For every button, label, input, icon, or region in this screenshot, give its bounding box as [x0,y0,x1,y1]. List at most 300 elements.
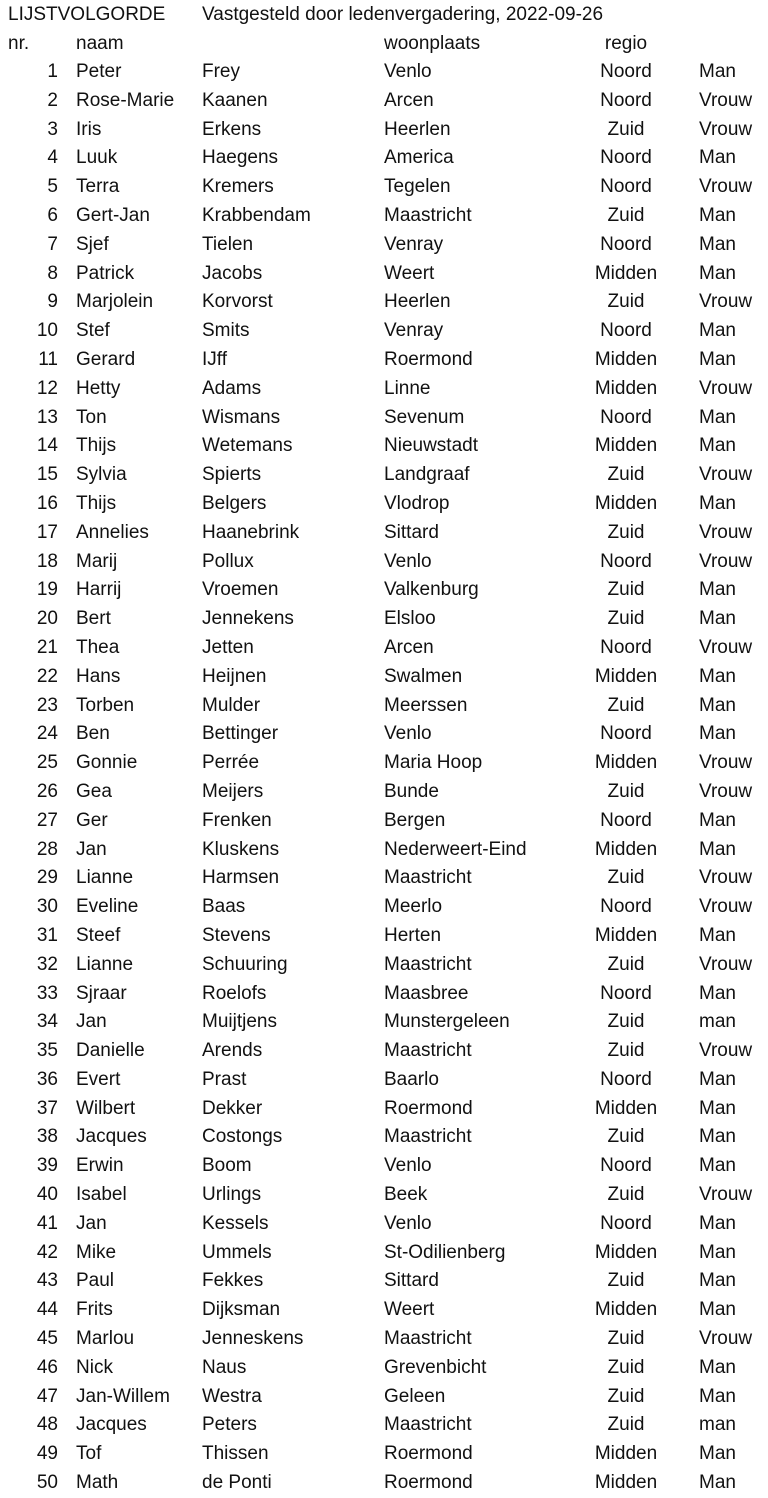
document-subtitle: Vastgesteld door ledenvergadering, 2022-09-26 [202,4,604,25]
row-number: 40 [36,1184,58,1206]
first-name: Jan [76,838,107,860]
region: Zuid [607,694,645,716]
gender: Vrouw [699,89,753,111]
table-row [0,432,768,461]
first-name: Gonnie [76,752,138,774]
region: Noord [600,982,652,1004]
table-row [0,1181,768,1210]
row-number: 22 [36,665,58,687]
city: Beek [384,1184,428,1206]
gender: Man [699,435,736,457]
city: Maastricht [384,1126,472,1148]
city: Grevenbicht [384,1356,487,1378]
first-name: Math [76,1472,119,1494]
gender: Man [699,492,736,514]
gender: Man [699,1299,736,1321]
table-row [0,1239,768,1268]
table-row [0,1095,768,1124]
column-header-row [0,30,768,58]
city: Sevenum [384,406,465,428]
region: Midden [594,1472,658,1494]
region: Zuid [607,579,645,601]
region: Zuid [607,1184,645,1206]
gender: Man [699,1356,736,1378]
table-row [0,1008,768,1037]
first-name: Peter [76,61,122,82]
last-name: Urlings [202,1184,262,1206]
last-name: Prast [202,1068,247,1090]
first-name: Erwin [76,1155,124,1177]
last-name: Ummels [202,1241,272,1263]
region: Noord [600,1155,652,1177]
table-row [0,519,768,548]
gender: Vrouw [699,118,753,140]
last-name: Mulder [202,694,261,716]
first-name: Tof [76,1443,102,1465]
table-row [0,1210,768,1239]
first-name: Luuk [76,147,118,169]
row-number: 44 [36,1299,58,1321]
gender: Man [699,320,736,342]
last-name: Kessels [202,1212,269,1234]
region: Zuid [607,1414,645,1436]
first-name: Paul [76,1270,115,1292]
city: Maastricht [384,1040,472,1062]
table-row [0,375,768,404]
last-name: de Ponti [202,1472,272,1494]
table-row [0,864,768,893]
row-number: 49 [36,1443,58,1465]
last-name: Krabbendam [202,204,311,226]
last-name: Arends [202,1040,263,1062]
row-number: 18 [36,550,58,572]
row-number: 36 [36,1068,58,1090]
city: Roermond [384,1443,473,1465]
city: Venlo [384,1212,432,1234]
city: Landgraaf [384,464,470,486]
row-number: 4 [47,147,58,169]
gender: Vrouw [699,636,753,658]
city: Maastricht [384,953,472,975]
first-name: Sjraar [76,982,127,1004]
gender: man [699,1011,736,1033]
region: Zuid [607,1126,645,1148]
city: Elsloo [384,608,436,630]
row-number: 46 [36,1356,58,1378]
region: Noord [600,320,652,342]
table-row [0,1267,768,1296]
table-row [0,1066,768,1095]
table-row [0,58,768,87]
region: Midden [594,348,658,370]
region: Midden [594,1443,658,1465]
row-number: 10 [36,320,58,342]
first-name: Marjolein [76,291,154,313]
row-number: 50 [36,1472,58,1494]
gender: Man [699,147,736,169]
table-row [0,1123,768,1152]
table-row [0,692,768,721]
region: Noord [600,233,652,255]
table-row [0,663,768,692]
first-name: Terra [76,176,120,198]
candidate-rows [0,58,768,1498]
row-number: 2 [47,89,58,111]
row-number: 41 [36,1212,58,1234]
last-name: Thissen [202,1443,269,1465]
table-row [0,260,768,289]
gender: Vrouw [699,867,753,889]
first-name: Gea [76,780,112,802]
table-row [0,346,768,375]
city: Maastricht [384,1328,472,1350]
last-name: Westra [202,1385,262,1407]
last-name: Dekker [202,1097,263,1119]
gender: Man [699,262,736,284]
first-name: Jan [76,1011,107,1033]
region: Zuid [607,464,645,486]
row-number: 28 [36,838,58,860]
city: Maastricht [384,1414,472,1436]
table-row [0,807,768,836]
region: Zuid [607,867,645,889]
row-number: 31 [36,924,58,946]
region: Zuid [607,953,645,975]
first-name: Sjef [76,233,109,255]
gender: Man [699,1068,736,1090]
row-number: 20 [36,608,58,630]
table-row [0,1152,768,1181]
region: Midden [594,377,658,399]
city: Weert [384,1299,435,1321]
last-name: Jennekens [202,608,294,630]
row-number: 32 [36,953,58,975]
city: Herten [384,924,442,946]
last-name: Erkens [202,118,262,140]
first-name: Gerard [76,348,136,370]
gender: Vrouw [699,464,753,486]
gender: Vrouw [699,896,753,918]
gender: Man [699,982,736,1004]
row-number: 8 [47,262,58,284]
table-row [0,202,768,231]
region: Zuid [607,1356,645,1378]
region: Zuid [607,780,645,802]
row-number: 5 [47,176,58,198]
city: Roermond [384,1472,473,1494]
table-row [0,548,768,577]
region: Noord [600,550,652,572]
first-name: Lianne [76,953,134,975]
region: Noord [600,1212,652,1234]
last-name: Perrée [202,752,260,774]
city: Vlodrop [384,492,450,514]
row-number: 11 [38,348,58,370]
city: Roermond [384,348,473,370]
city: Baarlo [384,1068,439,1090]
first-name: Ger [76,809,108,831]
document-title: LIJSTVOLGORDE [8,4,166,25]
gender: Man [699,406,736,428]
region: Midden [594,1097,658,1119]
last-name: Harmsen [202,867,280,889]
city: Venlo [384,723,432,745]
region: Noord [600,1068,652,1090]
row-number: 39 [36,1155,58,1177]
region: Zuid [607,1011,645,1033]
city: Arcen [384,636,434,658]
first-name: Thijs [76,492,117,514]
row-number: 38 [36,1126,58,1148]
table-row [0,1296,768,1325]
region: Noord [600,809,652,831]
row-number: 45 [36,1328,58,1350]
gender: Man [699,838,736,860]
region: Midden [594,665,658,687]
row-number: 24 [36,723,58,745]
first-name: Hans [76,665,121,687]
first-name: Lianne [76,867,134,889]
region: Midden [594,1241,658,1263]
region: Midden [594,435,658,457]
row-number: 48 [36,1414,58,1436]
row-number: 33 [36,982,58,1004]
first-name: Ton [76,406,107,428]
gender: Man [699,579,736,601]
city: Weert [384,262,435,284]
gender: Man [699,694,736,716]
title-row [0,0,768,30]
first-name: Jacques [76,1126,147,1148]
row-number: 7 [47,233,58,255]
city: Nieuwstadt [384,435,478,457]
gender: Vrouw [699,1184,753,1206]
city: Venlo [384,61,432,82]
header-name: naam [76,33,124,54]
region: Noord [600,896,652,918]
last-name: Korvorst [202,291,273,313]
row-number: 6 [47,204,58,226]
last-name: Wismans [202,406,281,428]
first-name: Ben [76,723,110,745]
first-name: Stef [76,320,110,342]
region: Midden [594,262,658,284]
last-name: Meijers [202,780,264,802]
table-row [0,778,768,807]
gender: Man [699,61,736,82]
table-row [0,634,768,663]
gender: Man [699,204,736,226]
row-number: 21 [36,636,58,658]
region: Zuid [607,204,645,226]
first-name: Marlou [76,1328,135,1350]
gender: Man [699,665,736,687]
region: Noord [600,176,652,198]
gender: Man [699,809,736,831]
last-name: Roelofs [202,982,267,1004]
region: Zuid [607,1270,645,1292]
region: Zuid [607,291,645,313]
header-city: woonplaats [384,33,481,54]
city: Venray [384,233,444,255]
last-name: Baas [202,896,246,918]
table-row [0,836,768,865]
gender: Vrouw [699,1328,753,1350]
first-name: Nick [76,1356,113,1378]
first-name: Iris [76,118,102,140]
last-name: Heijnen [202,665,267,687]
city: Heerlen [384,118,451,140]
city: Linne [384,377,431,399]
table-row [0,490,768,519]
city: America [384,147,454,169]
last-name: Tielen [202,233,254,255]
last-name: Pollux [202,550,254,572]
city: Meerlo [384,896,443,918]
row-number: 29 [36,867,58,889]
table-row [0,461,768,490]
city: Sittard [384,1270,439,1292]
table-row [0,1440,768,1469]
row-number: 27 [36,809,58,831]
last-name: Naus [202,1356,247,1378]
last-name: Spierts [202,464,262,486]
region: Zuid [607,1328,645,1350]
last-name: Kremers [202,176,274,198]
table-row [0,144,768,173]
row-number: 19 [36,579,58,601]
gender: Vrouw [699,752,753,774]
city: Meerssen [384,694,468,716]
region: Noord [600,636,652,658]
table-row [0,922,768,951]
first-name: Jacques [76,1414,147,1436]
gender: Vrouw [699,780,753,802]
gender: Man [699,1472,736,1494]
first-name: Jan [76,1212,107,1234]
first-name: Torben [76,694,135,716]
table-row [0,951,768,980]
row-number: 47 [36,1385,58,1407]
gender: Man [699,608,736,630]
table-row [0,720,768,749]
row-number: 34 [36,1011,58,1033]
table-row [0,317,768,346]
city: Maria Hoop [384,752,483,774]
city: Heerlen [384,291,451,313]
last-name: Dijksman [202,1299,281,1321]
row-number: 15 [36,464,58,486]
gender: Man [699,1241,736,1263]
table-row [0,1037,768,1066]
gender: Man [699,1385,736,1407]
region: Noord [600,89,652,111]
first-name: Thea [76,636,120,658]
first-name: Eveline [76,896,139,918]
row-number: 25 [36,752,58,774]
city: Munstergeleen [384,1011,510,1033]
city: Sittard [384,521,439,543]
city: Venlo [384,550,432,572]
first-name: Jan-Willem [76,1385,170,1407]
gender: Vrouw [699,953,753,975]
row-number: 16 [36,492,58,514]
first-name: Gert-Jan [76,204,150,226]
first-name: Harrij [76,579,122,601]
region: Midden [594,492,658,514]
last-name: Frey [202,61,240,82]
gender: Man [699,1212,736,1234]
table-row [0,288,768,317]
last-name: Adams [202,377,262,399]
region: Midden [594,924,658,946]
region: Zuid [607,118,645,140]
first-name: Marij [76,550,118,572]
first-name: Evert [76,1068,121,1090]
gender: Vrouw [699,1040,753,1062]
first-name: Frits [76,1299,113,1321]
table-row [0,980,768,1009]
first-name: Patrick [76,262,135,284]
last-name: Peters [202,1414,257,1436]
city: Tegelen [384,176,451,198]
city: Maastricht [384,867,472,889]
first-name: Hetty [76,377,121,399]
region: Noord [600,406,652,428]
gender: Man [699,1126,736,1148]
gender: Man [699,1097,736,1119]
last-name: Muijtjens [202,1011,277,1033]
gender: man [699,1414,736,1436]
table-row [0,116,768,145]
city: Valkenburg [384,579,479,601]
table-row [0,1383,768,1412]
region: Noord [600,61,652,82]
region: Midden [594,1299,658,1321]
last-name: Jetten [202,636,254,658]
first-name: Danielle [76,1040,145,1062]
city: Maastricht [384,204,472,226]
last-name: Haanebrink [202,521,300,543]
row-number: 26 [36,780,58,802]
city: Geleen [384,1385,446,1407]
row-number: 14 [36,435,58,457]
row-number: 30 [36,896,58,918]
city: St-Odilienberg [384,1241,506,1263]
gender: Man [699,723,736,745]
row-number: 23 [36,694,58,716]
city: Swalmen [384,665,463,687]
first-name: Thijs [76,435,117,457]
last-name: Belgers [202,492,267,514]
last-name: Kluskens [202,838,280,860]
last-name: Smits [202,320,250,342]
row-number: 3 [47,118,58,140]
gender: Man [699,1443,736,1465]
gender: Man [699,348,736,370]
last-name: Fekkes [202,1270,264,1292]
last-name: Jacobs [202,262,263,284]
row-number: 43 [36,1270,58,1292]
first-name: Wilbert [76,1097,136,1119]
city: Venlo [384,1155,432,1177]
gender: Man [699,1155,736,1177]
table-row [0,1325,768,1354]
last-name: Boom [202,1155,252,1177]
row-number: 42 [36,1241,58,1263]
city: Maasbree [384,982,469,1004]
first-name: Bert [76,608,111,630]
